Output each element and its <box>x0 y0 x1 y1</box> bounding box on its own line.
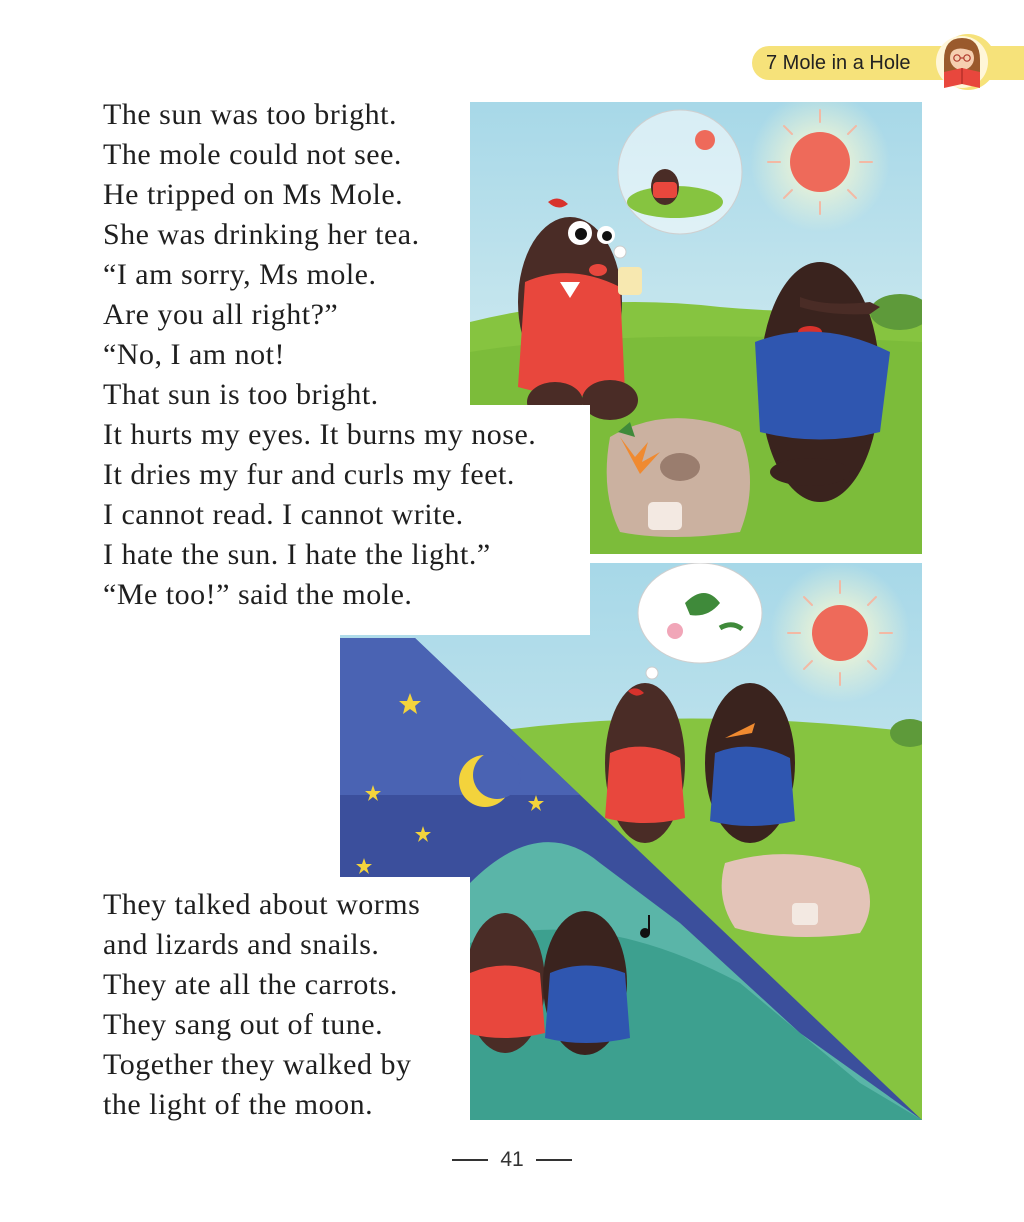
story-line: “I am sorry, Ms mole. <box>103 258 377 291</box>
reading-girl-icon <box>930 30 994 94</box>
story-line: They sang out of tune. <box>103 1008 384 1041</box>
page-number: 41 <box>500 1148 524 1171</box>
story-line: The mole could not see. <box>103 138 402 171</box>
story-line: “No, I am not! <box>103 338 285 371</box>
story-line: I cannot read. I cannot write. <box>103 498 464 531</box>
story-line: The sun was too bright. <box>103 98 397 131</box>
story-line: He tripped on Ms Mole. <box>103 178 404 211</box>
story-line: It hurts my eyes. It burns my nose. <box>103 418 537 451</box>
story-line: That sun is too bright. <box>103 378 379 411</box>
story-line: They ate all the carrots. <box>103 968 398 1001</box>
story-line: Are you all right?” <box>103 298 339 331</box>
story-text-bottom <box>103 885 420 1125</box>
footer-rule-left <box>452 1159 488 1161</box>
story-line: She was drinking her tea. <box>103 218 420 251</box>
story-text-top <box>103 95 536 615</box>
story-line: It dries my fur and curls my feet. <box>103 458 515 491</box>
story-line: the light of the moon. <box>103 1088 374 1121</box>
story-line: I hate the sun. I hate the light.” <box>103 538 491 571</box>
story-line: They talked about worms <box>103 888 421 921</box>
story-line: Together they walked by <box>103 1048 412 1081</box>
story-line: and lizards and snails. <box>103 928 380 961</box>
story-line: “Me too!” said the mole. <box>103 578 413 611</box>
chapter-title: 7 Mole in a Hole <box>766 52 911 74</box>
footer-rule-right <box>536 1159 572 1161</box>
